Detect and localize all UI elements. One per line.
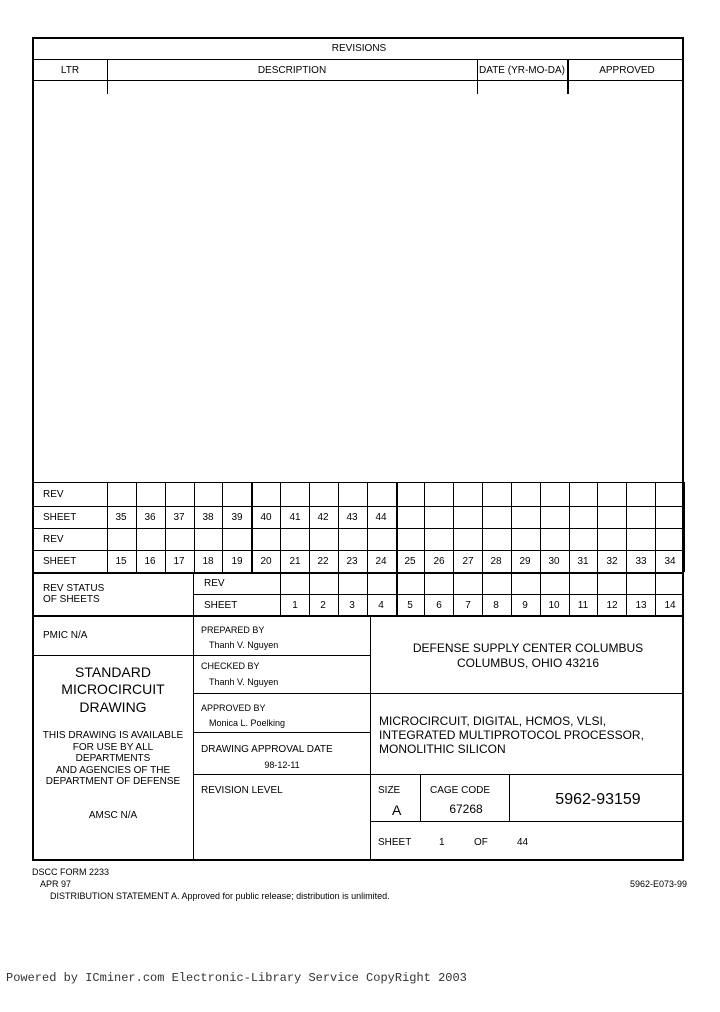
divider xyxy=(193,655,370,656)
sheet-label: SHEET xyxy=(378,837,412,848)
drawing-description: MONOLITHIC SILICON xyxy=(379,742,506,756)
sheet-number: 26 xyxy=(433,556,445,567)
form-number: DSCC FORM 2233 xyxy=(32,867,110,877)
divider xyxy=(396,572,398,615)
sheet-number: 32 xyxy=(606,556,618,567)
divider xyxy=(32,528,684,529)
divider xyxy=(540,482,541,572)
divider xyxy=(540,572,541,615)
divider xyxy=(193,774,370,775)
divider xyxy=(193,615,194,861)
divider xyxy=(396,482,398,572)
sheet-number: 9 xyxy=(522,600,528,611)
rev-status-label: OF SHEETS xyxy=(43,594,100,605)
sheet-number: 23 xyxy=(346,556,358,567)
divider xyxy=(511,482,512,572)
divider xyxy=(626,572,627,615)
availability-note: DEPARTMENTS xyxy=(75,753,151,764)
divider xyxy=(567,59,569,94)
footer-watermark: Powered by ICminer.com Electronic-Library Service CopyRight 2003 xyxy=(6,971,467,985)
col-date: DATE (YR-MO-DA) xyxy=(479,65,565,76)
divider xyxy=(424,482,425,572)
divider xyxy=(32,80,684,81)
sheet-number: 34 xyxy=(664,556,676,567)
divider xyxy=(569,572,570,615)
sheet-number: 42 xyxy=(317,512,329,523)
sheet-number: 5 xyxy=(407,600,413,611)
divider xyxy=(367,572,368,615)
availability-note: DEPARTMENT OF DEFENSE xyxy=(45,776,181,787)
availability-note: FOR USE BY ALL xyxy=(72,742,154,753)
sheet-number: 7 xyxy=(465,600,471,611)
sheet-number: 31 xyxy=(577,556,589,567)
sheet-number: 2 xyxy=(320,600,326,611)
sheet-number: 1 xyxy=(292,600,298,611)
divider xyxy=(280,572,281,615)
sheet-number: 38 xyxy=(202,512,214,523)
drawing-description: INTEGRATED MULTIPROTOCOL PROCESSOR, xyxy=(379,728,644,742)
availability-note: THIS DRAWING IS AVAILABLE xyxy=(42,730,184,741)
approval-date: 98-12-11 xyxy=(264,760,300,770)
divider xyxy=(194,482,195,572)
amsc: AMSC N/A xyxy=(88,810,138,821)
divider xyxy=(193,594,684,595)
sheet-number: 18 xyxy=(202,556,214,567)
divider xyxy=(165,482,166,572)
divider xyxy=(193,693,370,694)
divider xyxy=(453,572,454,615)
prepared-by-label: PREPARED BY xyxy=(201,625,265,635)
divider xyxy=(309,572,310,615)
divider xyxy=(655,572,656,615)
sheet-number: 39 xyxy=(231,512,243,523)
sheet-number: 16 xyxy=(144,556,156,567)
sheet-number: 21 xyxy=(289,556,301,567)
sheet-number: 28 xyxy=(490,556,502,567)
divider xyxy=(32,506,684,507)
divider xyxy=(107,482,108,572)
sheet-number: 8 xyxy=(493,600,499,611)
sheet-number: 24 xyxy=(375,556,387,567)
divider xyxy=(32,59,684,60)
approved-by-label: APPROVED BY xyxy=(201,703,266,713)
checked-by: Thanh V. Nguyen xyxy=(209,677,279,687)
divider xyxy=(684,482,685,572)
sheet-number: 33 xyxy=(635,556,647,567)
divider xyxy=(370,821,684,822)
rev-label: REV xyxy=(43,489,64,500)
sheet-label: SHEET xyxy=(43,556,77,567)
divider xyxy=(107,59,108,94)
divider xyxy=(309,482,310,572)
divider xyxy=(193,732,370,733)
sheet-label: SHEET xyxy=(43,512,77,523)
checked-by-label: CHECKED BY xyxy=(201,661,260,671)
divider xyxy=(453,482,454,572)
divider xyxy=(251,482,253,572)
document-number: 5962-E073-99 xyxy=(630,879,688,889)
col-approved: APPROVED xyxy=(599,65,655,76)
status-rev-label: REV xyxy=(204,578,225,589)
distribution-statement: DISTRIBUTION STATEMENT A. Approved for public release; distribution is unlimited. xyxy=(50,891,390,901)
divider xyxy=(597,482,598,572)
divider xyxy=(511,572,512,615)
divider xyxy=(482,572,483,615)
prepared-by: Thanh V. Nguyen xyxy=(209,640,279,650)
sheet-number: 20 xyxy=(260,556,272,567)
sheet-number: 11 xyxy=(577,600,589,611)
drawing-description: MICROCIRCUIT, DIGITAL, HCMOS, VLSI, xyxy=(379,714,607,728)
divider xyxy=(32,572,684,574)
standard-title: STANDARD xyxy=(75,664,151,680)
sheet-number: 19 xyxy=(231,556,243,567)
standard-title: MICROCIRCUIT xyxy=(61,681,165,697)
divider xyxy=(626,482,627,572)
divider xyxy=(370,615,371,861)
divider xyxy=(420,774,421,821)
sheet-number: 13 xyxy=(635,600,647,611)
sheet-number: 15 xyxy=(115,556,127,567)
rev-label: REV xyxy=(43,534,64,545)
divider xyxy=(222,482,223,572)
sheet-number: 1 xyxy=(439,837,445,848)
size-label: SIZE xyxy=(378,785,401,796)
sheet-number: 12 xyxy=(606,600,618,611)
divider xyxy=(32,615,684,617)
divider xyxy=(338,572,339,615)
rev-status-label: REV STATUS xyxy=(43,583,105,594)
sheet-number: 40 xyxy=(260,512,272,523)
approved-by: Monica L. Poelking xyxy=(209,718,286,728)
divider xyxy=(32,482,684,483)
sheet-number: 30 xyxy=(548,556,560,567)
col-description: DESCRIPTION xyxy=(257,65,327,76)
sheet-number: 36 xyxy=(144,512,156,523)
divider xyxy=(655,482,656,572)
sheet-number: 37 xyxy=(173,512,185,523)
sheet-total: 44 xyxy=(517,837,529,848)
sheet-number: 44 xyxy=(375,512,387,523)
availability-note: AND AGENCIES OF THE xyxy=(55,765,171,776)
divider xyxy=(509,774,510,821)
divider xyxy=(338,482,339,572)
status-sheet-label: SHEET xyxy=(204,600,238,611)
divider xyxy=(136,482,137,572)
sheet-number: 17 xyxy=(173,556,185,567)
form-date: APR 97 xyxy=(40,879,72,889)
sheet-number: 43 xyxy=(346,512,358,523)
drawing-number: 5962-93159 xyxy=(555,791,641,808)
sheet-number: 4 xyxy=(378,600,384,611)
sheet-number: 10 xyxy=(548,600,560,611)
sheet-number: 6 xyxy=(436,600,442,611)
sheet-number: 22 xyxy=(317,556,329,567)
cage-code: 67268 xyxy=(449,802,483,816)
divider xyxy=(193,572,194,615)
of-label: OF xyxy=(474,837,488,848)
pmic: PMIC N/A xyxy=(43,630,88,641)
divider xyxy=(370,774,684,775)
standard-title: DRAWING xyxy=(79,699,147,715)
divider xyxy=(424,572,425,615)
sheet-number: 27 xyxy=(462,556,474,567)
divider xyxy=(280,482,281,572)
divider xyxy=(367,482,368,572)
revision-level-label: REVISION LEVEL xyxy=(201,785,283,796)
divider xyxy=(569,482,570,572)
col-ltr: LTR xyxy=(60,65,80,76)
agency-name: DEFENSE SUPPLY CENTER COLUMBUS xyxy=(412,641,644,655)
divider xyxy=(370,693,684,694)
cage-code-label: CAGE CODE xyxy=(430,785,491,796)
sheet-number: 41 xyxy=(289,512,301,523)
size-value: A xyxy=(392,802,402,818)
sheet-number: 29 xyxy=(519,556,531,567)
divider xyxy=(597,572,598,615)
sheet-number: 14 xyxy=(664,600,676,611)
divider xyxy=(32,550,684,551)
divider xyxy=(477,59,478,94)
revisions-title: REVISIONS xyxy=(331,43,387,54)
sheet-number: 3 xyxy=(349,600,355,611)
approval-date-label: DRAWING APPROVAL DATE xyxy=(201,744,333,755)
divider xyxy=(32,655,193,656)
agency-address: COLUMBUS, OHIO 43216 xyxy=(456,656,600,670)
sheet-number: 35 xyxy=(115,512,127,523)
divider xyxy=(482,482,483,572)
sheet-number: 25 xyxy=(404,556,416,567)
